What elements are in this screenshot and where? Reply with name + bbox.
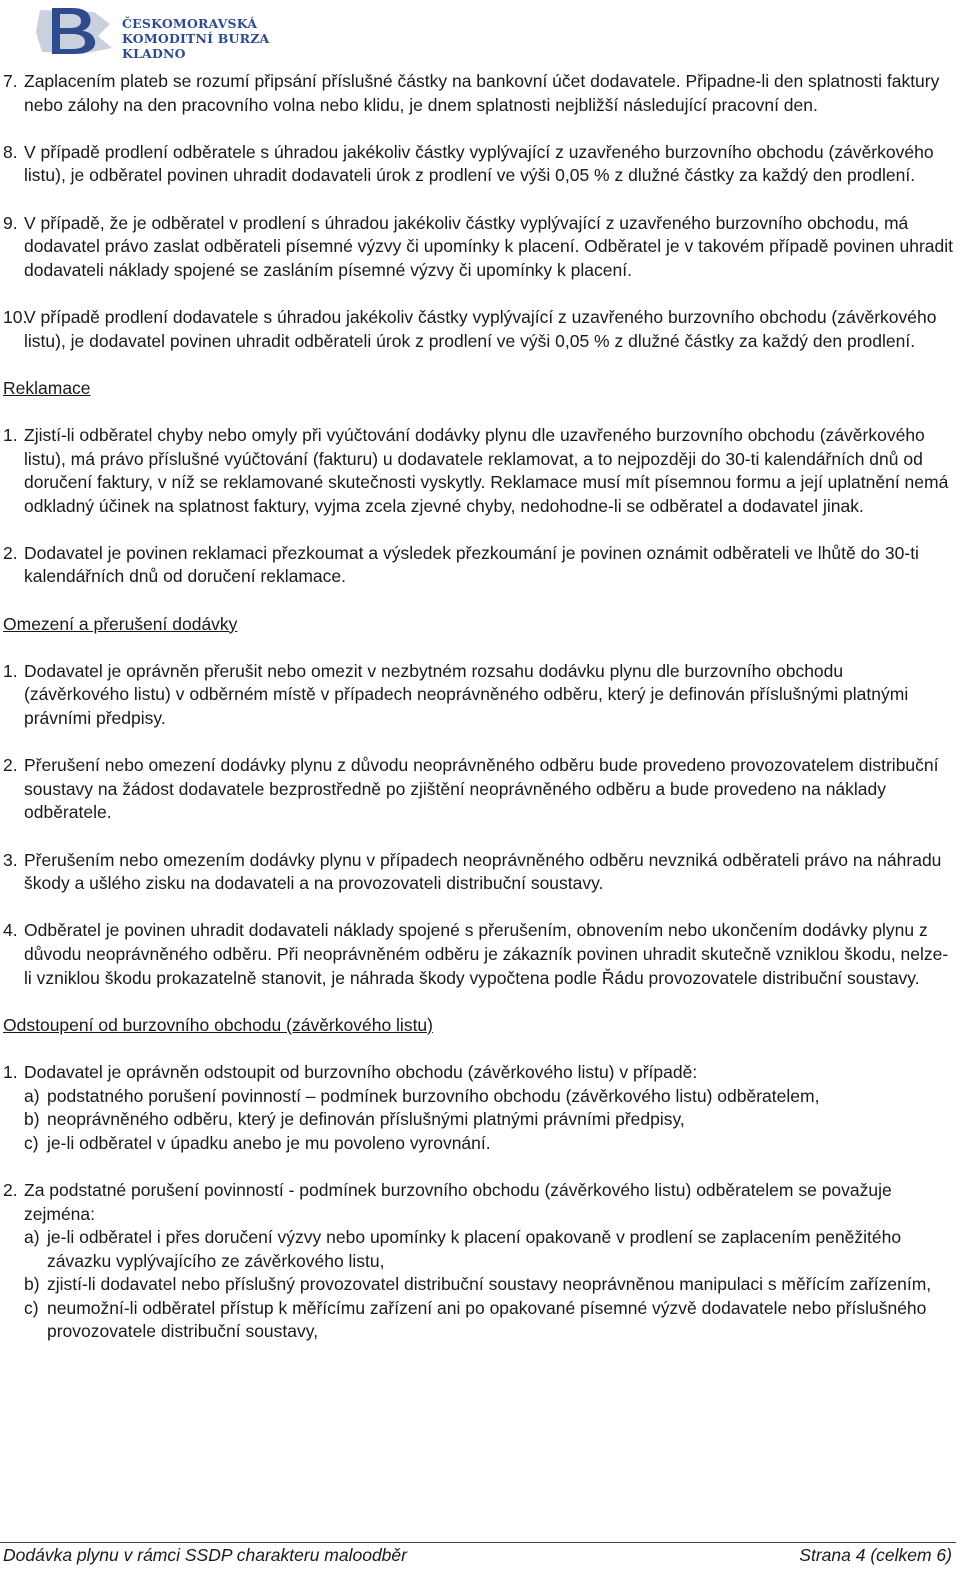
numbered-paragraph [3,306,953,353]
paragraph-number: 8. [3,141,18,162]
list-item-letter: b) [24,1274,40,1295]
paragraph-number: 2. [3,755,18,776]
paragraph-text: V případě, že je odběratel v prodlení s úhradou jakékoliv částky vyplývající z uzavřeného burzovního obchodu, má dodavatel právo zaslat odběrateli písemné výzvy či upomínky k placení. Odběratel je v takovém případě povinen uhradit dodavateli náklady spojené se zasláním písemné výzvy či upomínky k placení. [24,212,953,280]
numbered-paragraph [3,919,953,990]
paragraph-number: 10. [3,306,28,327]
document-body [3,70,953,1368]
list-item-text: je-li odběratel v úpadku anebo je mu povoleno vyrovnání. [47,1132,491,1153]
numbered-paragraph [3,1061,953,1155]
numbered-paragraph [3,424,953,518]
paragraph-number: 2. [3,542,18,563]
paragraph-text: Zaplacením plateb se rozumí připsání příslušné částky na bankovní účet dodavatele. Připadne-li den splatnosti faktury nebo zálohy na den pracovního volna nebo klidu, je dnem splatnosti nejbližší následující pracovní den. [24,71,940,115]
section-heading: Reklamace [3,377,91,398]
logo-text-line2: KOMODITNÍ BURZA KLADNO [122,31,270,61]
paragraph-text: Dodavatel je povinen reklamaci přezkoumat a výsledek přezkoumání je povinen oznámit odběrateli ve lhůtě do 30-ti kalendářních dnů od doručení reklamace. [24,542,919,587]
numbered-paragraph [3,1179,953,1344]
numbered-paragraph [3,141,953,188]
list-item-letter: b) [24,1109,40,1130]
paragraph-number: 1. [3,1061,18,1082]
paragraph-number: 1. [3,424,18,445]
logo-mark-icon [22,2,122,58]
list-item-text: neumožní-li odběratel přístup k měřícímu zařízení ani po opakované písemné výzvě dodavatele nebo příslušného provozovatele distribuční soustavy, [47,1297,927,1342]
paragraph-number: 2. [3,1179,18,1200]
paragraph-text: Dodavatel je oprávněn odstoupit od burzovního obchodu (závěrkového listu) v případě: [24,1061,698,1082]
list-item-letter: a) [24,1227,40,1248]
paragraph-text: Za podstatné porušení povinností - podmínek burzovního obchodu (závěrkového listu) odběratelem se považuje zejména: [24,1179,892,1224]
list-item-letter: c) [24,1132,39,1153]
footer-document-title: Dodávka plynu v rámci SSDP charakteru maloodběr [3,1545,407,1565]
list-item [24,1273,953,1297]
list-item [24,1297,953,1344]
numbered-paragraph [3,754,953,825]
paragraph-text: Dodavatel je oprávněn přerušit nebo omezit v nezbytném rozsahu dodávku plynu dle burzovního obchodu (závěrkového listu) v odběrném místě v případech neoprávněného odběru, který je definován příslušnými platnými právními předpisy. [24,660,909,729]
paragraph-text: V případě prodlení odběratele s úhradou jakékoliv částky vyplývající z uzavřeného burzovního obchodu (závěrkového listu), je odběratel povinen uhradit dodavateli úrok z prodlení ve výši 0,05 % z dlužné částky za každý den prodlení. [24,141,934,186]
list-item [24,1108,953,1132]
list-item-text: zjistí-li dodavatel nebo příslušný provozovatel distribuční soustavy neoprávněnou manipulaci s měřícím zařízením, [47,1274,932,1295]
paragraph-number: 3. [3,849,18,870]
numbered-paragraph [3,660,953,731]
paragraph-text: V případě prodlení dodavatele s úhradou jakékoliv částky vyplývající z uzavřeného burzovního obchodu (závěrkového listu), je dodavatel povinen uhradit odběrateli úrok z prodlení ve výši 0,05 % z dlužné částky za každý den prodlení. [24,306,937,351]
paragraph-text: Přerušení nebo omezení dodávky plynu z důvodu neoprávněného odběru bude provedeno provozovatelem distribuční soustavy na žádost dodavatele bezprostředně po zjištění neoprávněného odběru a bude provedeno na náklady odběratele. [24,755,939,823]
paragraph-text: Přerušením nebo omezením dodávky plynu v případech neoprávněného odběru nevzniká odběrateli právo na náhradu škody a ušlého zisku na dodavateli a na provozovateli distribuční soustavy. [24,849,942,894]
list-item [24,1132,953,1156]
list-item-text: podstatného porušení povinností – podmínek burzovního obchodu (závěrkového listu) odběratelem, [47,1085,820,1106]
section-heading: Omezení a přerušení dodávky [3,613,238,634]
numbered-paragraph [3,542,953,589]
list-item [24,1085,953,1109]
exchange-logo [22,2,292,61]
paragraph-text: Zjistí-li odběratel chyby nebo omyly při vyúčtování dodávky plynu dle uzavřeného burzovního obchodu (závěrkového listu), má právo příslušné vyúčtování (fakturu) u dodavatele reklamovat, a to nejpozději do 30-ti kalendářních dnů od doručení faktury, v níž se reklamované skutečnosti vyskytly. Reklamace musí mít písemnou formu a její uplatnění nemá odkladný účinek na splatnost faktury, vyjma zcela zjevné chyby, nedohodne-li se odběratel a dodavatel jinak. [24,424,949,516]
paragraph-text: Odběratel je povinen uhradit dodavateli náklady spojené s přerušením, obnovením nebo ukončením dodávky plynu z důvodu neoprávněného odběru. Při neoprávněném odběru je zákazník povinen uhradit skutečně vzniklou škodu, nelze-li vzniklou škodu prokazatelně stanovit, je náhrada škody vypočtena podle Řádu provozovatele distribuční soustavy. [24,920,949,988]
numbered-paragraph [3,70,953,117]
paragraph-number: 7. [3,71,18,91]
list-item-text: neoprávněného odběru, který je definován příslušnými platnými právními předpisy, [47,1109,685,1130]
list-item-text: je-li odběratel i přes doručení výzvy nebo upomínky k placení opakovaně v prodlení se zaplacením peněžitého závazku vyplývajícího ze závěrkového listu, [47,1227,902,1271]
numbered-paragraph [3,849,953,896]
footer-divider [0,1542,956,1543]
section-heading: Odstoupení od burzovního obchodu (závěrkového listu) [3,1014,433,1035]
paragraph-number: 9. [3,212,18,233]
numbered-paragraph [3,212,953,283]
list-item-letter: a) [24,1085,40,1106]
footer-page-number: Strana 4 (celkem 6) [799,1545,952,1565]
paragraph-number: 4. [3,920,18,941]
list-item [24,1226,953,1273]
logo-text-line1: ČESKOMORAVSKÁ [122,16,258,31]
list-item-letter: c) [24,1297,39,1318]
paragraph-number: 1. [3,660,18,681]
